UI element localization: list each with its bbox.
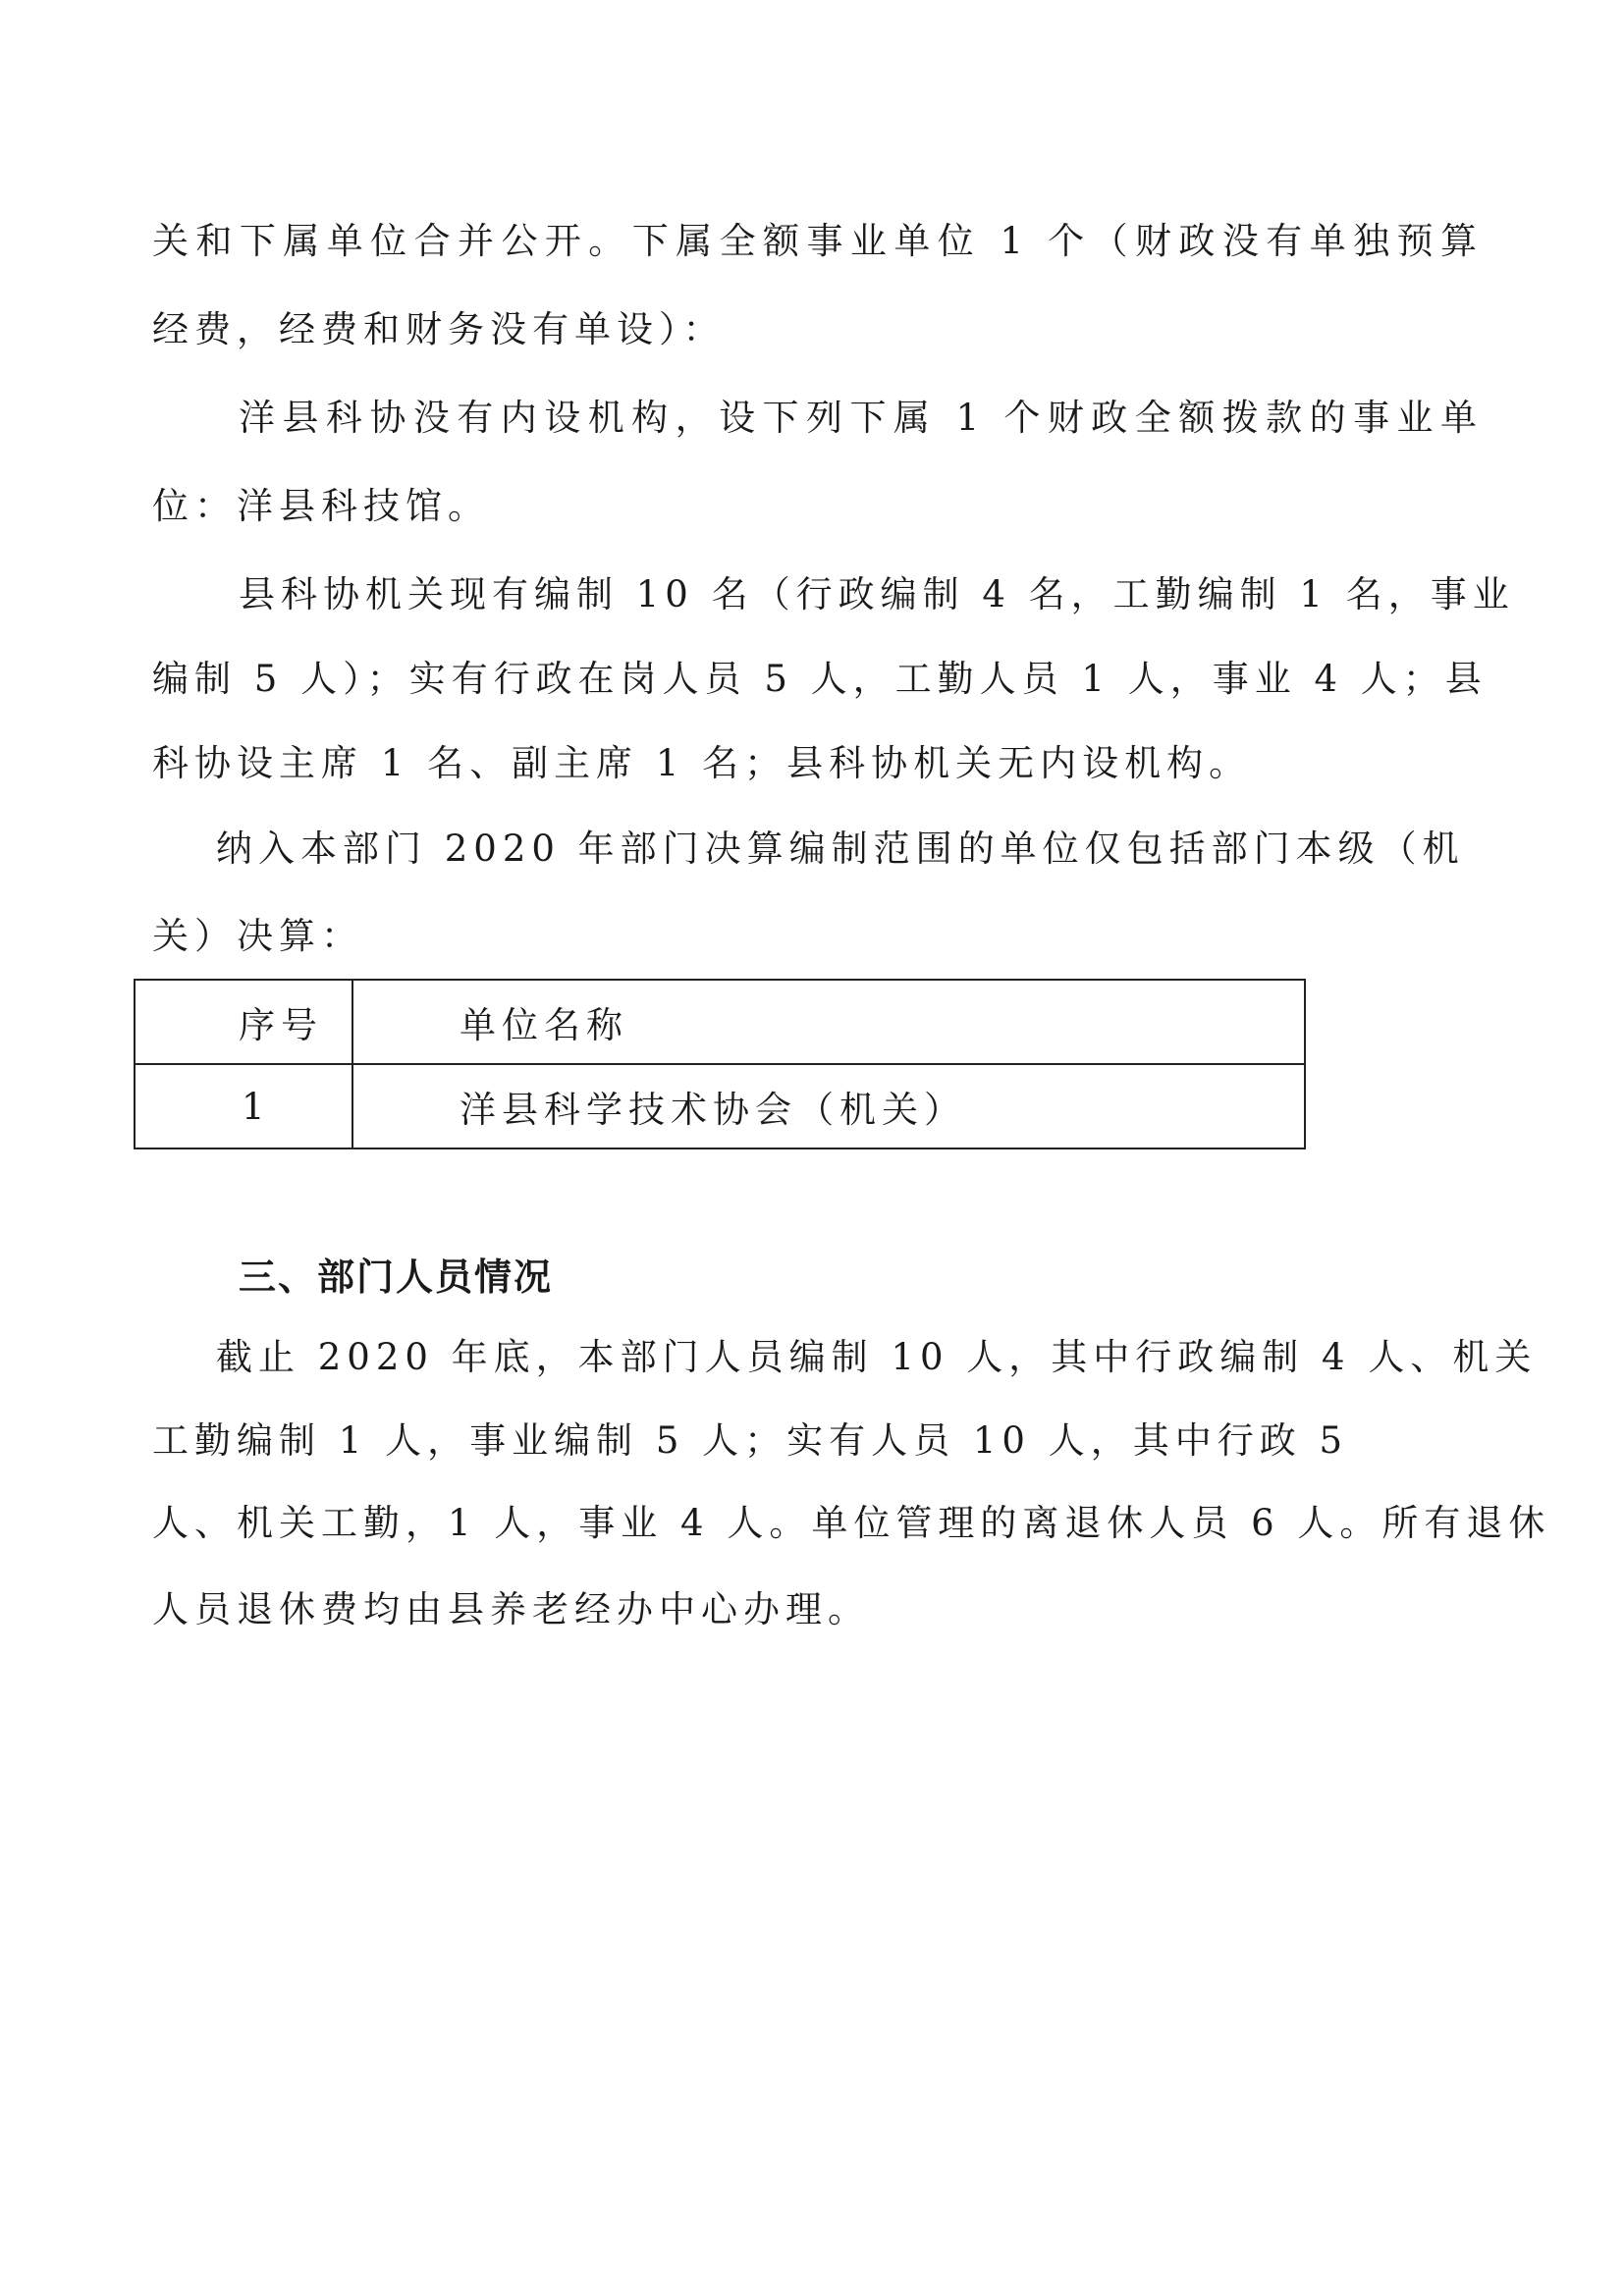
section-3-line-4: 人员退休费均由县养老经办中心办理。 bbox=[152, 1588, 870, 1630]
section-3-line-3: 人、机关工勤，1 人，事业 4 人。单位管理的离退休人员 6 人。所有退休 bbox=[152, 1502, 1551, 1544]
paragraph-3-line-2: 编制 5 人）；实有行政在岗人员 5 人，工勤人员 1 人，事业 4 人；县 bbox=[152, 658, 1488, 700]
unit-table-header-row bbox=[135, 980, 1305, 1064]
section-3-line-1: 截止 2020 年底，本部门人员编制 10 人，其中行政编制 4 人、机关 bbox=[216, 1336, 1538, 1378]
paragraph-4-line-1: 纳入本部门 2020 年部门决算编制范围的单位仅包括部门本级（机 bbox=[216, 828, 1465, 870]
paragraph-3-line-3: 科协设主席 1 名、副主席 1 名；县科协机关无内设机构。 bbox=[152, 742, 1252, 784]
paragraph-1-line-2: 经费，经费和财务没有单设）： bbox=[152, 308, 726, 350]
section-3-heading: 三、部门人员情况 bbox=[239, 1255, 554, 1299]
paragraph-1-line-1: 关和下属单位合并公开。下属全额事业单位 1 个（财政没有单独预算 bbox=[152, 220, 1483, 262]
paragraph-2-line-1: 洋县科协没有内设机构，设下列下属 1 个财政全额拨款的事业单 bbox=[239, 397, 1483, 439]
unit-table-cell-seq: 1 bbox=[135, 1064, 352, 1148]
unit-table-cell-name: 洋县科学技术协会（机关） bbox=[352, 1064, 1305, 1148]
unit-table-header-name: 单位名称 bbox=[352, 980, 1305, 1064]
unit-table-row bbox=[135, 1064, 1305, 1148]
paragraph-2-line-2: 位：洋县科技馆。 bbox=[152, 485, 490, 527]
paragraph-3-line-1: 县科协机关现有编制 10 名（行政编制 4 名，工勤编制 1 名，事业 bbox=[239, 573, 1515, 615]
unit-table-header-seq: 序号 bbox=[135, 980, 352, 1064]
section-3-line-2: 工勤编制 1 人，事业编制 5 人；实有人员 10 人，其中行政 5 bbox=[152, 1419, 1349, 1462]
unit-table bbox=[134, 979, 1306, 1149]
paragraph-4-line-2: 关）决算： bbox=[152, 915, 363, 957]
